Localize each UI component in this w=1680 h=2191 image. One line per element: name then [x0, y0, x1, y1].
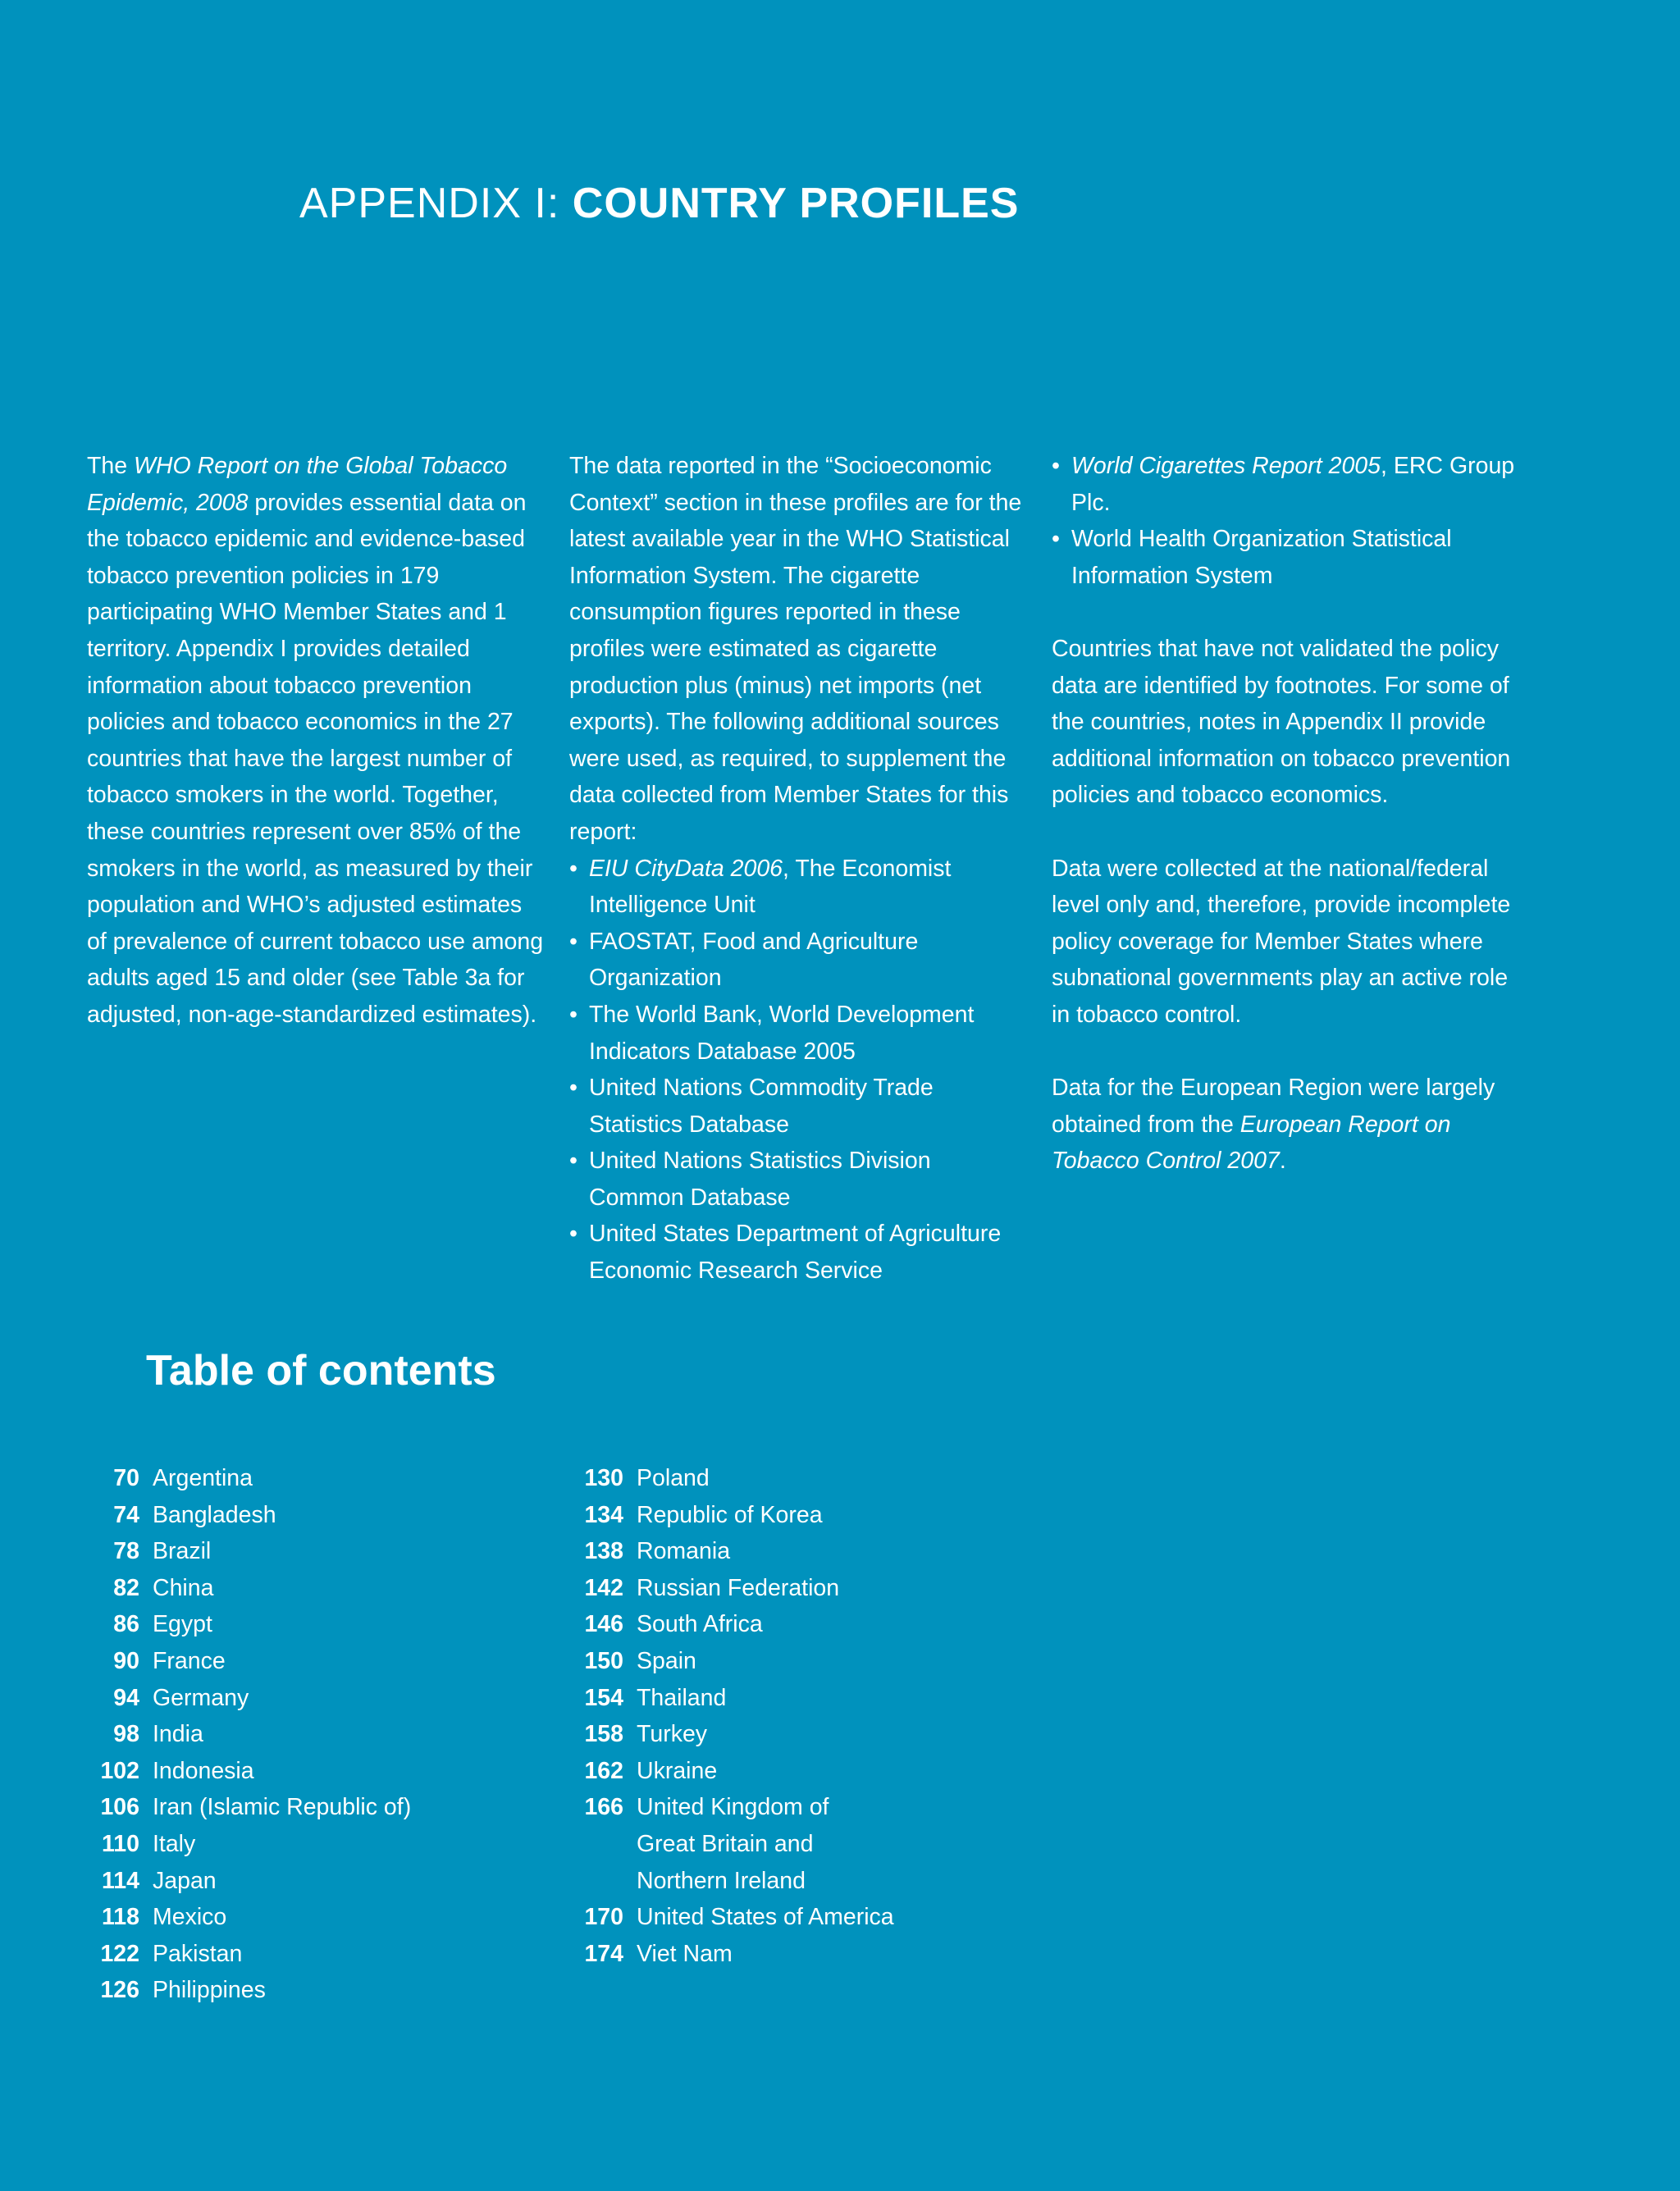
intro-column-1 — [87, 448, 546, 1034]
bullet-glyph: • — [569, 928, 578, 955]
source-bullet — [569, 997, 1029, 1070]
text-span: The — [87, 453, 135, 479]
toc-page-number: 102 — [100, 1757, 139, 1784]
toc-country-name: United Kingdom of Great Britain and Northern Ireland — [637, 1794, 829, 1894]
toc-column-2 — [558, 1460, 984, 1972]
toc-country-name: China — [153, 1574, 214, 1601]
paragraph-gap — [1052, 1034, 1527, 1070]
page-title — [299, 176, 1019, 231]
paragraph-gap — [1052, 594, 1527, 631]
source-bullet — [1052, 521, 1527, 594]
toc-country-name: Republic of Korea — [637, 1501, 823, 1528]
toc-page-number: 130 — [584, 1465, 623, 1491]
toc-entry[interactable] — [87, 1899, 514, 1936]
source-bullet — [1052, 448, 1527, 521]
bullet-glyph: • — [569, 1148, 578, 1175]
toc-entry[interactable] — [87, 1680, 514, 1717]
toc-country-name: Philippines — [153, 1977, 266, 2004]
toc-page-number: 146 — [584, 1611, 623, 1638]
toc-entry[interactable] — [87, 1497, 514, 1534]
toc-page-number: 170 — [584, 1904, 623, 1931]
toc-entry[interactable] — [87, 1972, 514, 2009]
toc-entry[interactable] — [558, 1716, 984, 1753]
report-title: European Report on Tobacco Control 2007 — [1052, 1111, 1451, 1175]
source-bullet — [569, 924, 1029, 997]
coverage-paragraph: Data were collected at the national/federal level only and, therefore, provide incomplete policy coverage for Member States where subnational governments play an active role in tobacco control. — [1052, 855, 1511, 1028]
title-main: COUNTRY PROFILES — [572, 180, 1020, 227]
source-title: EIU CityData 2006 — [589, 855, 783, 882]
toc-entry[interactable] — [558, 1497, 984, 1534]
toc-country-name: Bangladesh — [153, 1501, 276, 1528]
toc-entry[interactable] — [87, 1716, 514, 1753]
toc-page-number: 138 — [584, 1538, 623, 1565]
toc-country-name: Mexico — [153, 1904, 227, 1931]
bullet-glyph: • — [1052, 526, 1060, 553]
paragraph-gap — [1052, 814, 1527, 851]
toc-page-number: 106 — [100, 1794, 139, 1821]
toc-country-name: Viet Nam — [637, 1940, 733, 1967]
toc-page-number: 154 — [584, 1684, 623, 1711]
toc-page-number: 78 — [113, 1538, 139, 1565]
toc-country-name: Turkey — [637, 1721, 708, 1748]
bullet-text: The World Bank, World Development Indicators Database 2005 — [589, 1001, 975, 1065]
toc-country-name: Germany — [153, 1684, 249, 1711]
toc-entry[interactable] — [558, 1533, 984, 1570]
toc-entry[interactable] — [87, 1753, 514, 1790]
toc-country-name: South Africa — [637, 1611, 763, 1638]
bullet-glyph: • — [569, 1001, 578, 1028]
toc-page-number: 122 — [100, 1940, 139, 1967]
toc-country-name: Japan — [153, 1867, 217, 1894]
toc-country-name: Thailand — [637, 1684, 727, 1711]
bullet-text: United Nations Statistics Division Common Database — [589, 1148, 931, 1211]
toc-entry[interactable] — [558, 1753, 984, 1790]
bullet-text — [589, 851, 1029, 924]
footnote-paragraph: Countries that have not validated the policy data are identified by footnotes. For some of the countries, notes in Appendix II provide additional information on tobacco prevention policies and tobacco economics. — [1052, 635, 1511, 809]
toc-entry[interactable] — [87, 1936, 514, 1973]
toc-page-number: 166 — [584, 1794, 623, 1821]
toc-page-number: 142 — [584, 1574, 623, 1601]
toc-country-name: Russian Federation — [637, 1574, 840, 1601]
toc-country-name: Argentina — [153, 1465, 253, 1491]
source-bullet — [569, 1143, 1029, 1216]
toc-country-name: Romania — [637, 1538, 731, 1565]
bullet-text — [1071, 448, 1527, 521]
intro-column-2 — [569, 448, 1029, 1289]
toc-entry[interactable] — [87, 1460, 514, 1497]
toc-country-name: Brazil — [153, 1538, 212, 1565]
toc-country-name: France — [153, 1647, 226, 1674]
bullet-glyph: • — [1052, 453, 1060, 479]
text-span: Data for the European Region were largely obtained from the — [1052, 1075, 1495, 1138]
intro-column-3 — [1052, 448, 1527, 1180]
toc-country-name: Ukraine — [637, 1757, 718, 1784]
bullet-text: United Nations Commodity Trade Statistics Database — [589, 1075, 934, 1138]
toc-country-name: Spain — [637, 1647, 696, 1674]
bullet-text: FAOSTAT, Food and Agriculture Organization — [589, 928, 919, 992]
toc-country-name: Egypt — [153, 1611, 212, 1638]
toc-page-number: 110 — [102, 1830, 139, 1857]
toc-page-number: 174 — [584, 1940, 623, 1967]
report-title: WHO Report on the Global Tobacco Epidemic, 2008 — [87, 453, 508, 516]
toc-entry[interactable] — [87, 1643, 514, 1680]
bullet-glyph: • — [569, 1075, 578, 1102]
bullet-text: United States Department of Agriculture Economic Research Service — [589, 1221, 1002, 1285]
toc-page-number: 82 — [113, 1574, 139, 1601]
toc-entry[interactable] — [558, 1606, 984, 1643]
toc-page-number: 134 — [584, 1501, 623, 1528]
toc-page-number: 74 — [113, 1501, 139, 1528]
title-prefix: APPENDIX I: — [299, 180, 573, 227]
bullet-text: World Health Organization Statistical Information System — [1071, 526, 1452, 589]
toc-country-name: Poland — [637, 1465, 710, 1491]
toc-entry[interactable] — [87, 1606, 514, 1643]
source-bullet — [569, 851, 1029, 924]
toc-entry[interactable] — [87, 1533, 514, 1570]
toc-page-number: 126 — [100, 1977, 139, 2004]
intro-paragraph — [87, 448, 546, 1034]
toc-country-name: Pakistan — [153, 1940, 243, 1967]
toc-entry[interactable] — [558, 1936, 984, 1973]
toc-entry[interactable] — [558, 1680, 984, 1717]
european-region-paragraph — [1052, 1070, 1527, 1180]
toc-country-name: United States of America — [637, 1904, 894, 1931]
text-span: , The Economist Intelligence Unit — [589, 855, 952, 919]
toc-entry[interactable] — [558, 1643, 984, 1680]
toc-page-number: 118 — [102, 1904, 139, 1931]
toc-entry[interactable] — [558, 1789, 984, 1899]
toc-page-number: 90 — [113, 1647, 139, 1674]
text-span: provides essential data on the tobacco epidemic and evidence-based tobacco prevention policies in 179 participating WHO Member States and 1 territory. Appendix I provides detailed information about tobacco prevention policies and tobacco economics in the 27 countries that have the largest number of tobacco smokers in the world. Together, these countries represent over 85% of the smokers in the world, as measured by their population and WHO’s adjusted estimates of prevalence of current tobacco use among adults aged 15 and older (see Table 3a for adjusted, non-age-standardized estimates). — [87, 489, 544, 1028]
sources-paragraph: The data reported in the “Socioeconomic Context” section in these profiles are for the latest available year in the WHO Statistical Information System. The cigarette consumption figures reported in these profiles were estimated as cigarette production plus (minus) net imports (net exports). The following additional sources were used, as required, to supplement the data collected from Member States for this report: — [569, 453, 1022, 845]
toc-page-number: 114 — [102, 1867, 139, 1894]
toc-entry[interactable] — [87, 1570, 514, 1607]
toc-entry[interactable] — [558, 1570, 984, 1607]
source-bullet — [569, 1070, 1029, 1143]
toc-page-number: 150 — [584, 1647, 623, 1674]
toc-column-1 — [87, 1460, 514, 2009]
toc-entry[interactable] — [87, 1863, 514, 1900]
toc-entry[interactable] — [558, 1460, 984, 1497]
source-bullet — [569, 1216, 1029, 1289]
toc-page-number: 162 — [584, 1757, 623, 1784]
toc-country-name: Italy — [153, 1830, 196, 1857]
toc-country-name: India — [153, 1721, 203, 1748]
toc-entry[interactable] — [558, 1899, 984, 1936]
source-title: World Cigarettes Report 2005 — [1071, 453, 1381, 479]
bullet-glyph: • — [569, 1221, 578, 1248]
toc-page-number: 98 — [113, 1721, 139, 1748]
text-span: , ERC Group Plc. — [1071, 453, 1515, 516]
bullet-glyph: • — [569, 855, 578, 882]
toc-country-name: Indonesia — [153, 1757, 254, 1784]
toc-page-number: 70 — [113, 1465, 139, 1491]
toc-heading: Table of contents — [146, 1347, 496, 1394]
text-span: . — [1279, 1148, 1286, 1175]
toc-country-name: Iran (Islamic Republic of) — [153, 1794, 412, 1821]
toc-page-number: 86 — [113, 1611, 139, 1638]
toc-page-number: 158 — [584, 1721, 623, 1748]
toc-entry[interactable] — [87, 1826, 514, 1863]
toc-entry[interactable] — [87, 1789, 514, 1826]
toc-page-number: 94 — [113, 1684, 139, 1711]
